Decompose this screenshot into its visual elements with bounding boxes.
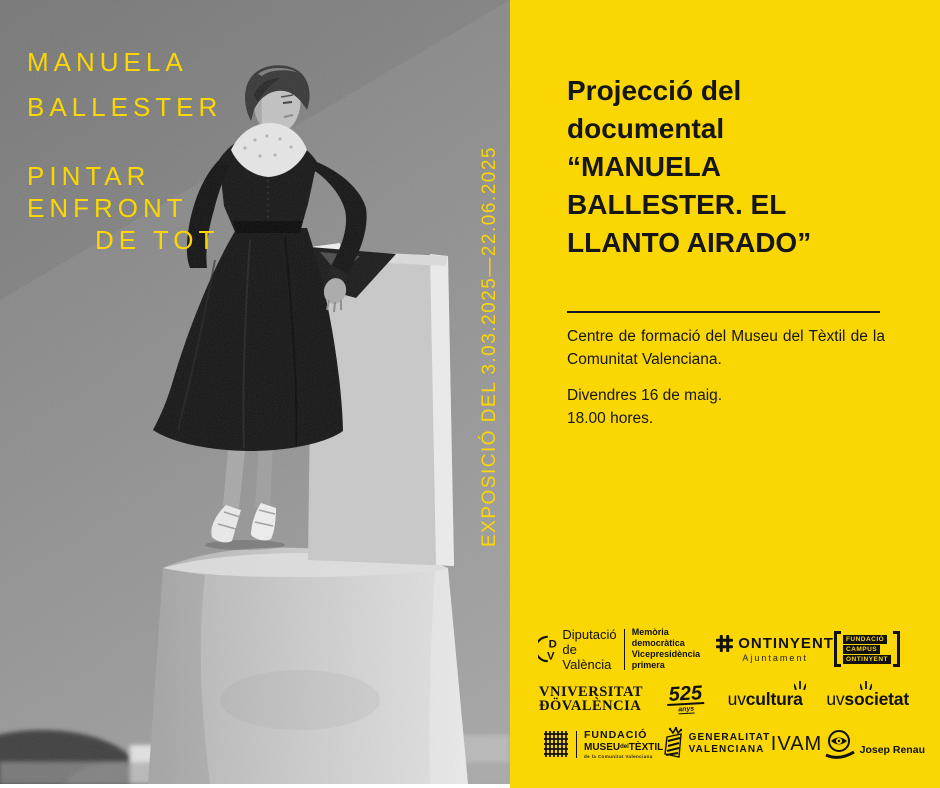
exhibition-title-line3: DE TOT xyxy=(95,225,220,255)
campus-chip-2: CAMPUS xyxy=(843,645,880,654)
uvsocietat-name: societat xyxy=(844,688,909,709)
generalitat-line1: GENERALITAT xyxy=(688,732,771,743)
525-word: anys xyxy=(677,705,695,713)
generalitat-text xyxy=(689,732,771,756)
diputacio-name-line1: Diputació xyxy=(562,626,617,642)
museu-line2a: MUSEU xyxy=(584,741,621,753)
diputacio-name xyxy=(562,627,617,672)
divider-bar xyxy=(624,629,625,670)
generalitat-emblem-icon xyxy=(664,727,684,761)
event-title-line5: LLANTO AIRADO” xyxy=(567,227,812,258)
venue-text: Centre de formació del Museu del Tèxtil de la Comunitat Valenciana. xyxy=(567,328,885,368)
universitat-line2: ĐÖVALÈNCIA xyxy=(539,698,642,714)
logo-generalitat-valenciana xyxy=(664,727,771,761)
event-title-line1: Projecció del xyxy=(567,75,742,106)
artist-name-line1: MANUELA xyxy=(27,47,188,77)
diputacio-department xyxy=(632,627,717,671)
event-title-line3: “MANUELA xyxy=(567,151,721,182)
uvsocietat-prefix: uv xyxy=(826,688,845,709)
event-date: Divendres 16 de maig. xyxy=(567,387,723,404)
logo-row-1 xyxy=(538,628,900,670)
logo-fundacio-campus-ontinyent xyxy=(834,631,900,667)
ontinyent-subtitle: Ajuntament xyxy=(742,653,808,663)
exhibition-title-line1: PINTAR xyxy=(27,161,151,191)
museu-line2b: TÈXTIL xyxy=(628,741,664,753)
eye-icon xyxy=(823,729,857,759)
artist-name-line2: BALLESTER xyxy=(27,92,223,122)
diputacio-dept-line2: Vicepresidència primera xyxy=(631,649,701,670)
divider-bar xyxy=(576,731,577,758)
museu-line2mid: del xyxy=(620,743,629,750)
artist-name xyxy=(27,40,222,130)
exhibition-title xyxy=(27,160,219,256)
event-title-line4: BALLESTER. EL xyxy=(567,189,787,220)
logo-ontinyent xyxy=(716,635,834,663)
logo-museu-textil xyxy=(543,729,663,760)
logo-diputacio-valencia xyxy=(538,627,716,672)
logo-row-2 xyxy=(539,682,909,716)
right-bracket xyxy=(893,631,900,667)
exposition-dates-vertical: EXPOSICIÓ DEL 3.03.2025—22.06.2025 xyxy=(479,146,500,547)
campus-chip-3: ONTINYENT xyxy=(843,655,891,664)
museu-line2 xyxy=(584,741,663,754)
dv-mark-icon xyxy=(538,630,562,668)
sparkle-icon xyxy=(794,681,806,690)
campus-chip-1: FUNDACIÓ xyxy=(843,635,887,644)
event-time: 18.00 hores. xyxy=(567,410,654,427)
logo-uvsocietat xyxy=(826,689,909,710)
logo-universitat-valencia xyxy=(539,685,643,713)
event-title-line2: documental xyxy=(567,113,725,144)
info-panel xyxy=(510,0,940,788)
logo-uvcultura xyxy=(728,689,803,710)
uvcultura-prefix: uv xyxy=(727,688,746,709)
left-bracket xyxy=(834,631,841,667)
svg-text:D: D xyxy=(548,638,557,651)
exhibition-title-line2: ENFRONT xyxy=(27,193,188,223)
diputacio-name-line2: de València xyxy=(562,641,612,672)
logo-josep-renau xyxy=(823,729,925,759)
ontinyent-name: ONTINYENT xyxy=(738,635,834,652)
universitat-line1: VNIVERSITAT xyxy=(539,684,644,700)
museu-line3: de la Comunitat Valenciana xyxy=(584,753,653,759)
generalitat-line2: VALENCIANA xyxy=(688,744,765,755)
uvcultura-name: cultura xyxy=(745,688,803,709)
logo-525-anys xyxy=(666,681,705,715)
hash-icon xyxy=(716,635,733,652)
josep-renau-name: Josep Renau xyxy=(859,744,925,756)
525-number: 525 xyxy=(667,681,703,706)
weave-grid-icon xyxy=(543,730,569,758)
logo-ivam: IVAM xyxy=(770,732,823,755)
sponsor-logos xyxy=(510,0,940,788)
svg-text:V: V xyxy=(546,650,555,663)
museu-line1: FUNDACIÓ xyxy=(584,728,648,741)
diputacio-dept-line1: Memòria democràtica xyxy=(631,627,685,648)
sparkle-icon xyxy=(860,681,872,690)
logo-row-3 xyxy=(543,722,925,766)
